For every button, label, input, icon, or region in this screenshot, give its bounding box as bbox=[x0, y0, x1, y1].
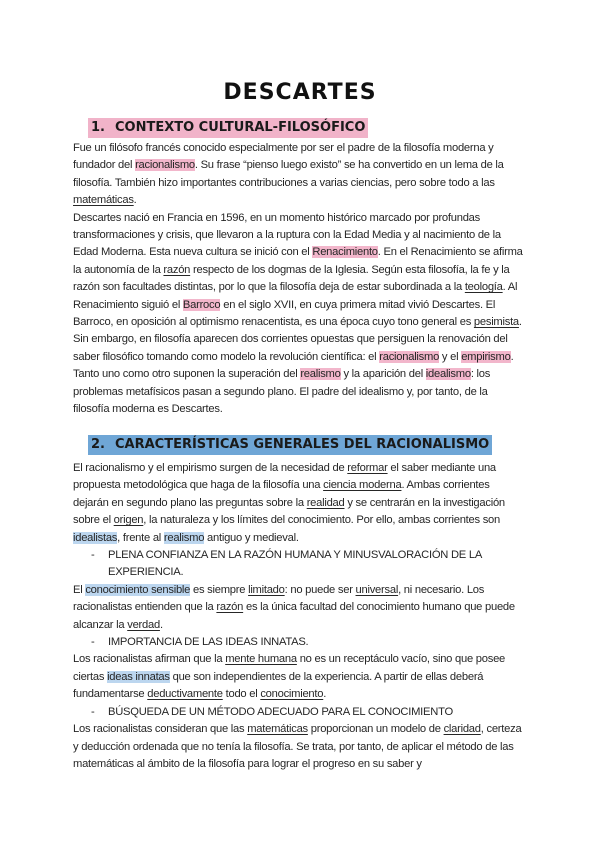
underlined-term: realidad bbox=[306, 496, 345, 509]
text-run: proporcionan un modelo de bbox=[307, 723, 444, 736]
bullet-item bbox=[73, 704, 525, 721]
underlined-term: reformar bbox=[347, 462, 388, 474]
text-run: , certeza y deducción ordenada que no tenía la filosofía. Se trata, por tanto, de aplicar el método de las matemáticas al ámbito de la filosofía para lograr el progreso en su saber y bbox=[73, 723, 522, 770]
text-run: . Sin embargo, en filosofía aparecen dos corrientes opuestas que persiguen la renovación del saber filosófico tomando como modelo la revolución científica: el bbox=[73, 316, 522, 363]
text-run: . bbox=[323, 688, 327, 701]
paragraph bbox=[73, 210, 525, 419]
underlined-term: origen bbox=[113, 514, 144, 527]
text-run: : los problemas metafísicos pasan a segundo plano. El padre del idealismo y, por tanto, de la filosofía moderna es Descartes. bbox=[73, 368, 491, 416]
text-run: . Su frase “pienso luego existo” se ha convertido en un lema de la filosofía. También hizo importantes contribuciones a varias ciencias, pero sobre todo a las bbox=[73, 159, 504, 189]
highlight-term: realismo bbox=[300, 368, 341, 381]
section-title: CONTEXTO CULTURAL-FILOSÓFICO bbox=[114, 120, 366, 135]
bullet-dash: - bbox=[91, 636, 95, 649]
text-run: Los racionalistas consideran que las bbox=[73, 723, 248, 736]
underlined-term: ciencia moderna bbox=[323, 479, 402, 492]
bullet-item bbox=[73, 634, 525, 651]
text-run: y la aparición del bbox=[340, 368, 426, 381]
text-run: todo el bbox=[222, 688, 261, 701]
text-run: , ni necesario. Los racionalistas entienden que la bbox=[73, 583, 485, 614]
highlight-term: conocimiento sensible bbox=[85, 583, 191, 596]
text-run: . Tanto uno como otro suponen la superación del bbox=[73, 350, 514, 381]
highlight-term: empirismo bbox=[461, 350, 511, 363]
underlined-term: razón bbox=[163, 263, 191, 276]
text-run: , frente al bbox=[117, 531, 164, 544]
section-heading-2 bbox=[88, 435, 492, 455]
highlight-term: racionalismo bbox=[135, 159, 195, 172]
text-run: en el siglo XVII, en cuya primera mitad vivió Descartes. El Barroco, en oposición al optimismo renacentista, es una época cuyo tono general es bbox=[73, 298, 496, 329]
paragraph bbox=[73, 721, 525, 773]
paragraph bbox=[73, 582, 525, 634]
text-run: es siempre bbox=[190, 583, 249, 596]
text-run: es la única facultad del conocimiento humano que puede alcanzar la bbox=[73, 601, 515, 631]
section-number: 2. bbox=[91, 437, 105, 452]
underlined-term: claridad bbox=[443, 723, 481, 736]
underlined-term: matemáticas bbox=[247, 723, 308, 736]
underlined-term: mente humana bbox=[225, 653, 297, 666]
section-2-body bbox=[73, 460, 525, 773]
underlined-term: universal bbox=[355, 583, 399, 596]
underlined-term: teología bbox=[464, 281, 503, 294]
bullet-dash: - bbox=[91, 705, 95, 718]
underlined-term: razón bbox=[216, 601, 244, 614]
highlight-term: Renacimiento bbox=[312, 246, 378, 259]
text-run: y el bbox=[439, 350, 462, 363]
section-number: 1. bbox=[91, 120, 105, 135]
bullet-text: PLENA CONFIANZA EN LA RAZÓN HUMANA Y MINUSVALORACIÓN DE LA EXPERIENCIA. bbox=[108, 549, 482, 579]
highlight-term: racionalismo bbox=[379, 350, 440, 363]
underlined-term: limitado bbox=[248, 583, 285, 596]
text-run: que son independientes de la experiencia. A partir de ellas deberá fundamentarse bbox=[73, 670, 484, 701]
text-run: el saber mediante una propuesta metodológica que haga de la filosofía una bbox=[73, 462, 496, 492]
text-run: . bbox=[133, 194, 137, 207]
paragraph bbox=[73, 140, 525, 210]
text-run: . bbox=[159, 618, 163, 631]
text-run: El racionalismo y el empirismo surgen de la necesidad de bbox=[73, 462, 348, 474]
text-run: y se centrarán en la investigación sobre el bbox=[73, 496, 505, 527]
text-run: . Al Renacimiento siguió el bbox=[73, 281, 518, 311]
paragraph bbox=[73, 460, 525, 547]
section-heading-1 bbox=[88, 118, 368, 138]
text-run: no es un receptáculo vacío, sino que posee ciertas bbox=[73, 653, 506, 683]
text-run: . En el Renacimiento se afirma la autonomía de la bbox=[73, 246, 523, 276]
underlined-term: matemáticas bbox=[73, 194, 134, 207]
highlight-term: ideas innatas bbox=[107, 670, 170, 683]
underlined-term: conocimiento bbox=[260, 688, 324, 701]
document-title: DESCARTES bbox=[223, 80, 377, 105]
text-run: Fue un filósofo francés conocido especialmente por ser el padre de la filosofía moderna y fundador del bbox=[73, 142, 494, 172]
bullet-item bbox=[73, 547, 525, 582]
highlight-term: Barroco bbox=[182, 298, 221, 311]
highlight-term: idealismo bbox=[425, 368, 471, 381]
text-run: Descartes nació en Francia en 1596, en un momento histórico marcado por profundas transformaciones y crisis, que llevaron a la ruptura con la Edad Media y al nacimiento de la Edad Moderna. Esta nueva cultura se inició con el bbox=[73, 211, 501, 259]
text-run: : no puede ser bbox=[284, 583, 356, 596]
text-run: Los racionalistas afirman que la bbox=[73, 653, 226, 666]
bullet-text: IMPORTANCIA DE LAS IDEAS INNATAS. bbox=[108, 636, 309, 649]
underlined-term: deductivamente bbox=[147, 688, 223, 701]
text-run: antiguo y medieval. bbox=[204, 531, 299, 544]
section-1-body bbox=[73, 140, 525, 419]
underlined-term: verdad bbox=[127, 618, 160, 631]
text-run: El bbox=[73, 583, 86, 596]
bullet-text: BÚSQUEDA DE UN MÉTODO ADECUADO PARA EL CONOCIMIENTO bbox=[108, 705, 453, 718]
highlight-term: idealistas bbox=[73, 531, 118, 544]
paragraph bbox=[73, 651, 525, 703]
section-title: CARACTERÍSTICAS GENERALES DEL RACIONALISMO bbox=[114, 437, 490, 452]
bullet-dash: - bbox=[91, 549, 95, 562]
highlight-term: realismo bbox=[163, 531, 205, 544]
text-run: . Ambas corrientes dejarán en segundo plano las preguntas sobre la bbox=[73, 479, 490, 509]
underlined-term: pesimista bbox=[473, 316, 519, 329]
text-run: respecto de los dogmas de la Iglesia. Según esta filosofía, la fe y la razón son facultades distintas, por lo que la filosofía deja de estar subordinada a la bbox=[73, 263, 510, 294]
text-run: , la naturaleza y los límites del conocimiento. Por ello, ambas corrientes son bbox=[143, 514, 500, 527]
